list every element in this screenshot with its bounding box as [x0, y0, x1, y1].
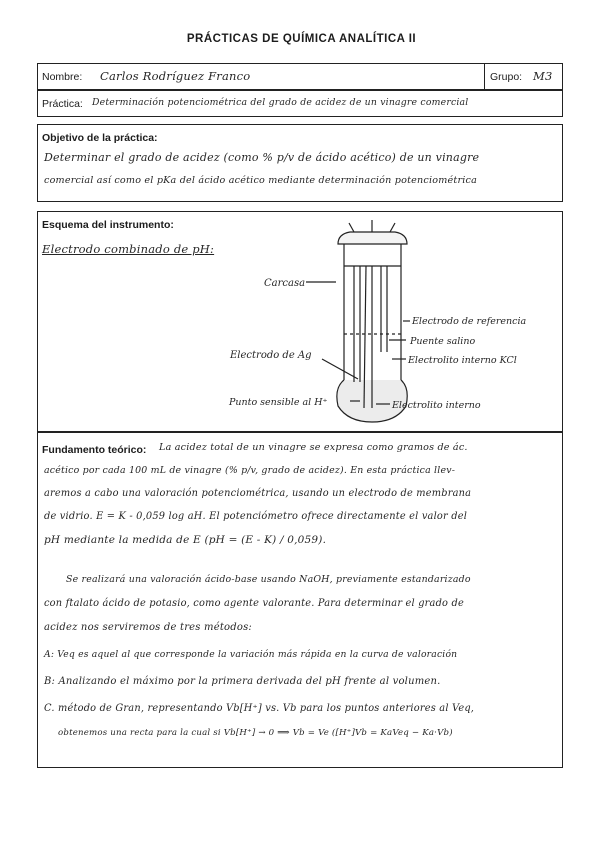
fundamento-line: de vidrio. E = K - 0,059 log aH. El potenciómetro ofrece directamente el valor del	[44, 511, 468, 522]
nombre-value: Carlos Rodríguez Franco	[100, 69, 251, 83]
label-carcasa: Carcasa	[264, 278, 306, 289]
esquema-label: Esquema del instrumento:	[42, 219, 174, 231]
fundamento-p2-line: Se realizará una valoración ácido-base usando NaOH, previamente estandarizado	[66, 574, 471, 585]
method-b: B: Analizando el máximo por la primera derivada del pH frente al volumen.	[44, 676, 441, 687]
fundamento-p2-line: acidez nos serviremos de tres métodos:	[44, 622, 252, 633]
grupo-label: Grupo:	[490, 71, 523, 83]
label-punto-sensible: Punto sensible al H⁺	[229, 397, 328, 408]
nombre-label: Nombre:	[42, 71, 83, 83]
label-electrodo-ag: Electrodo de Ag	[230, 350, 312, 361]
objetivo-label: Objetivo de la práctica:	[42, 132, 158, 144]
objetivo-line: comercial así como el pKa del ácido acético mediante determinación potenciométrica	[44, 175, 477, 186]
grupo-divider	[484, 64, 485, 89]
electrode-diagram	[38, 212, 562, 431]
page-title: PRÁCTICAS DE QUÍMICA ANALÍTICA II	[186, 33, 417, 45]
fundamento-label: Fundamento teórico:	[42, 444, 147, 456]
label-puente-salino: Puente salino	[410, 336, 476, 347]
practica-label: Práctica:	[42, 98, 83, 110]
method-a: A: Veq es aquel al que corresponde la variación más rápida en la curva de valoración	[44, 649, 458, 660]
fundamento-line: aremos a cabo una valoración potenciométrica, usando un electrodo de membrana	[44, 488, 472, 499]
practica-row	[37, 90, 563, 117]
fundamento-line: acético por cada 100 mL de vinagre (% p/v, grado de acidez). En esta práctica llev-	[44, 465, 456, 476]
fundamento-line: pH mediante la medida de E (pH = (E - K) / 0,059).	[44, 534, 327, 546]
fundamento-p2-line: con ftalato ácido de potasio, como agente valorante. Para determinar el grado de	[44, 598, 464, 609]
grupo-value: M3	[533, 69, 553, 83]
label-electrolito-interno: Electrolito interno	[392, 400, 481, 411]
esquema-subtitle: Electrodo combinado de pH:	[42, 242, 215, 256]
method-c: C. método de Gran, representando Vb[H⁺] vs. Vb para los puntos anteriores al Veq,	[44, 703, 475, 714]
fundamento-first-line: La acidez total de un vinagre se expresa como gramos de ác.	[159, 442, 468, 453]
label-electrolito-kcl: Electrolito interno KCl	[408, 355, 517, 366]
objetivo-line: Determinar el grado de acidez (como % p/v de ácido acético) de un vinagre	[44, 151, 480, 164]
nombre-grupo-row	[37, 63, 563, 90]
label-electrodo-referencia: Electrodo de referencia	[412, 316, 527, 327]
fundamento-section	[37, 432, 563, 768]
method-c-continued: obtenemos una recta para la cual si Vb[H⁺] → 0 ⟹ Vb = Ve ([H⁺]Vb = KaVeq − Ka·Vb)	[58, 728, 453, 738]
objetivo-section	[37, 124, 563, 202]
esquema-section	[37, 211, 563, 432]
practica-value: Determinación potenciométrica del grado de acidez de un vinagre comercial	[92, 97, 469, 108]
